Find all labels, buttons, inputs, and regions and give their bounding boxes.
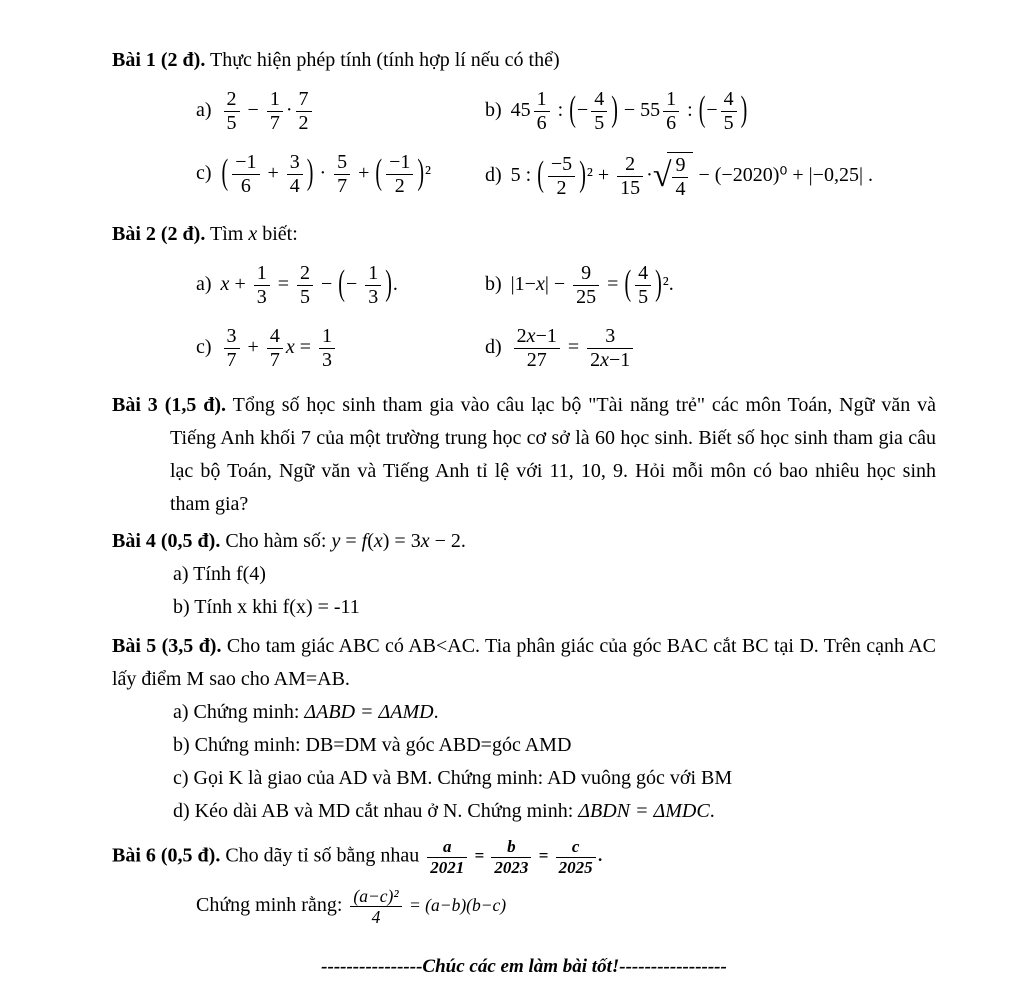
part-math: 5 : ( $\frac{-5}{2}$ )² + $\frac{2}{15}$ · √ $\frac{9}{4}$ − (−2020)⁰ + |−0,25| .: [510, 152, 873, 200]
problem-head: [112, 44, 936, 77]
part-math: ( $\frac{-1}{6}$ + $\frac{3}{4}$ ) · $\frac{5}{7}$ + ( $\frac{-1}{2}$ )²: [221, 151, 432, 197]
problem-label: Bài 5 (3,5 đ).: [112, 635, 222, 657]
problem-bai-6: [112, 838, 936, 926]
problem-label: Bài 4 (0,5 đ).: [112, 530, 221, 552]
line-5d: d) Kéo dài AB và MD cắt nhau ở N. Chứng minh: ΔBDN = ΔMDC.: [173, 800, 715, 822]
problem-intro: Thực hiện phép tính (tính hợp lí nếu có thể): [209, 49, 560, 71]
problem-bai-4: [112, 525, 936, 624]
part-1b: [485, 87, 936, 136]
problem-bai-5: [112, 630, 936, 828]
problem-label: Bài 2 (2 đ).: [112, 223, 206, 245]
problem-line2-math: $\frac{\text{(a−c)²}}{4}$ = (a−b)(b−c): [347, 895, 506, 915]
problem-line2-text: Chứng minh rằng:: [196, 893, 343, 916]
part-1a: [196, 87, 485, 136]
part-math: 45 $\frac{1}{6}$ : (− $\frac{4}{5}$ ) − 55 $\frac{1}{6}$ : (− $\frac{4}{5}$ ): [510, 88, 748, 134]
problem-lines: [112, 696, 936, 828]
part-key: c): [196, 336, 212, 359]
part-math: $\frac{2x-1}{27}$ = $\frac{3}{2x-1}$: [511, 336, 637, 358]
problem-bai-3: [112, 389, 936, 521]
problem-head: [112, 525, 936, 558]
problem-label: Bài 6 (0,5 đ).: [112, 844, 221, 867]
part-math: x + $\frac{1}{3}$ = $\frac{2}{5}$ − (− $\frac{1}{3}$ ).: [220, 262, 398, 308]
line-5a: a) Chứng minh: ΔABD = ΔAMD.: [173, 701, 439, 723]
problem-intro-math: $\frac{a}{2021}$ = $\frac{b}{2023}$ = $\frac{c}{2025}$ .: [424, 846, 603, 865]
problem-intro: Tìm x biết:: [209, 223, 298, 245]
problem-label: Bài 1 (2 đ).: [112, 49, 206, 71]
line-4a: a) Tính f(4): [173, 563, 266, 585]
line-4b: b) Tính x khi f(x) = -11: [173, 596, 360, 618]
problem-intro: Cho tam giác ABC có AB<AC. Tia phân giác của góc BAC cắt BC tại D. Trên cạnh AC lấy điểm M sao cho AM=AB.: [112, 635, 937, 690]
problem-parts: [112, 87, 936, 202]
problem-text: Tổng số học sinh tham gia vào câu lạc bộ "Tài năng trẻ" các môn Toán, Ngữ văn và Tiếng Anh khối 7 của một trường trung học cơ sở là 60 học sinh. Biết số học sinh tham gia câu lạc bộ Toán, Ngữ văn và Tiếng Anh tỉ lệ với 11, 10, 9. Hỏi mỗi môn có bao nhiêu học sinh tham gia?: [170, 394, 937, 515]
problem-intro-text: Cho dãy tỉ số bằng nhau: [225, 844, 420, 867]
part-key: c): [196, 162, 212, 185]
problem-head: [112, 630, 936, 696]
part-math: $\frac{3}{7}$ + $\frac{4}{7}$ x = $\frac{1}{3}$: [221, 336, 338, 358]
part-2a: [196, 261, 485, 310]
part-key: d): [485, 336, 502, 359]
part-2c: [196, 324, 485, 373]
problem-head: [112, 838, 936, 877]
part-1d: [485, 150, 936, 202]
part-math: $\frac{2}{5}$ − $\frac{1}{7}$ · $\frac{7}{2}$: [221, 99, 315, 121]
part-key: d): [485, 163, 502, 186]
part-key: a): [196, 99, 212, 122]
part-key: a): [196, 273, 212, 296]
problem-bai-2: [112, 218, 936, 373]
part-key: b): [485, 273, 502, 296]
footer-message: ----------------Chúc các em làm bài tốt!-----------------: [321, 956, 727, 978]
part-1c: [196, 150, 485, 202]
problem-bai-1: [112, 44, 936, 202]
line-5c: c) Gọi K là giao của AD và BM. Chứng minh: AD vuông góc với BM: [173, 767, 733, 789]
problem-label: Bài 3 (1,5 đ).: [112, 394, 227, 416]
part-2b: [485, 261, 936, 310]
problem-intro: Cho hàm số: y = f(x) = 3x − 2.: [225, 530, 466, 552]
problem-head: [112, 218, 936, 251]
part-math: |1−x| − $\frac{9}{25}$ = ( $\frac{4}{5}$ )².: [510, 262, 674, 308]
line-5b: b) Chứng minh: DB=DM và góc ABD=góc AMD: [173, 734, 572, 756]
part-2d: [485, 324, 936, 373]
part-key: b): [485, 99, 502, 122]
problem-body: [112, 389, 936, 521]
problem-line2: [112, 887, 936, 927]
problem-lines: [112, 558, 936, 624]
problem-parts: [112, 261, 936, 373]
